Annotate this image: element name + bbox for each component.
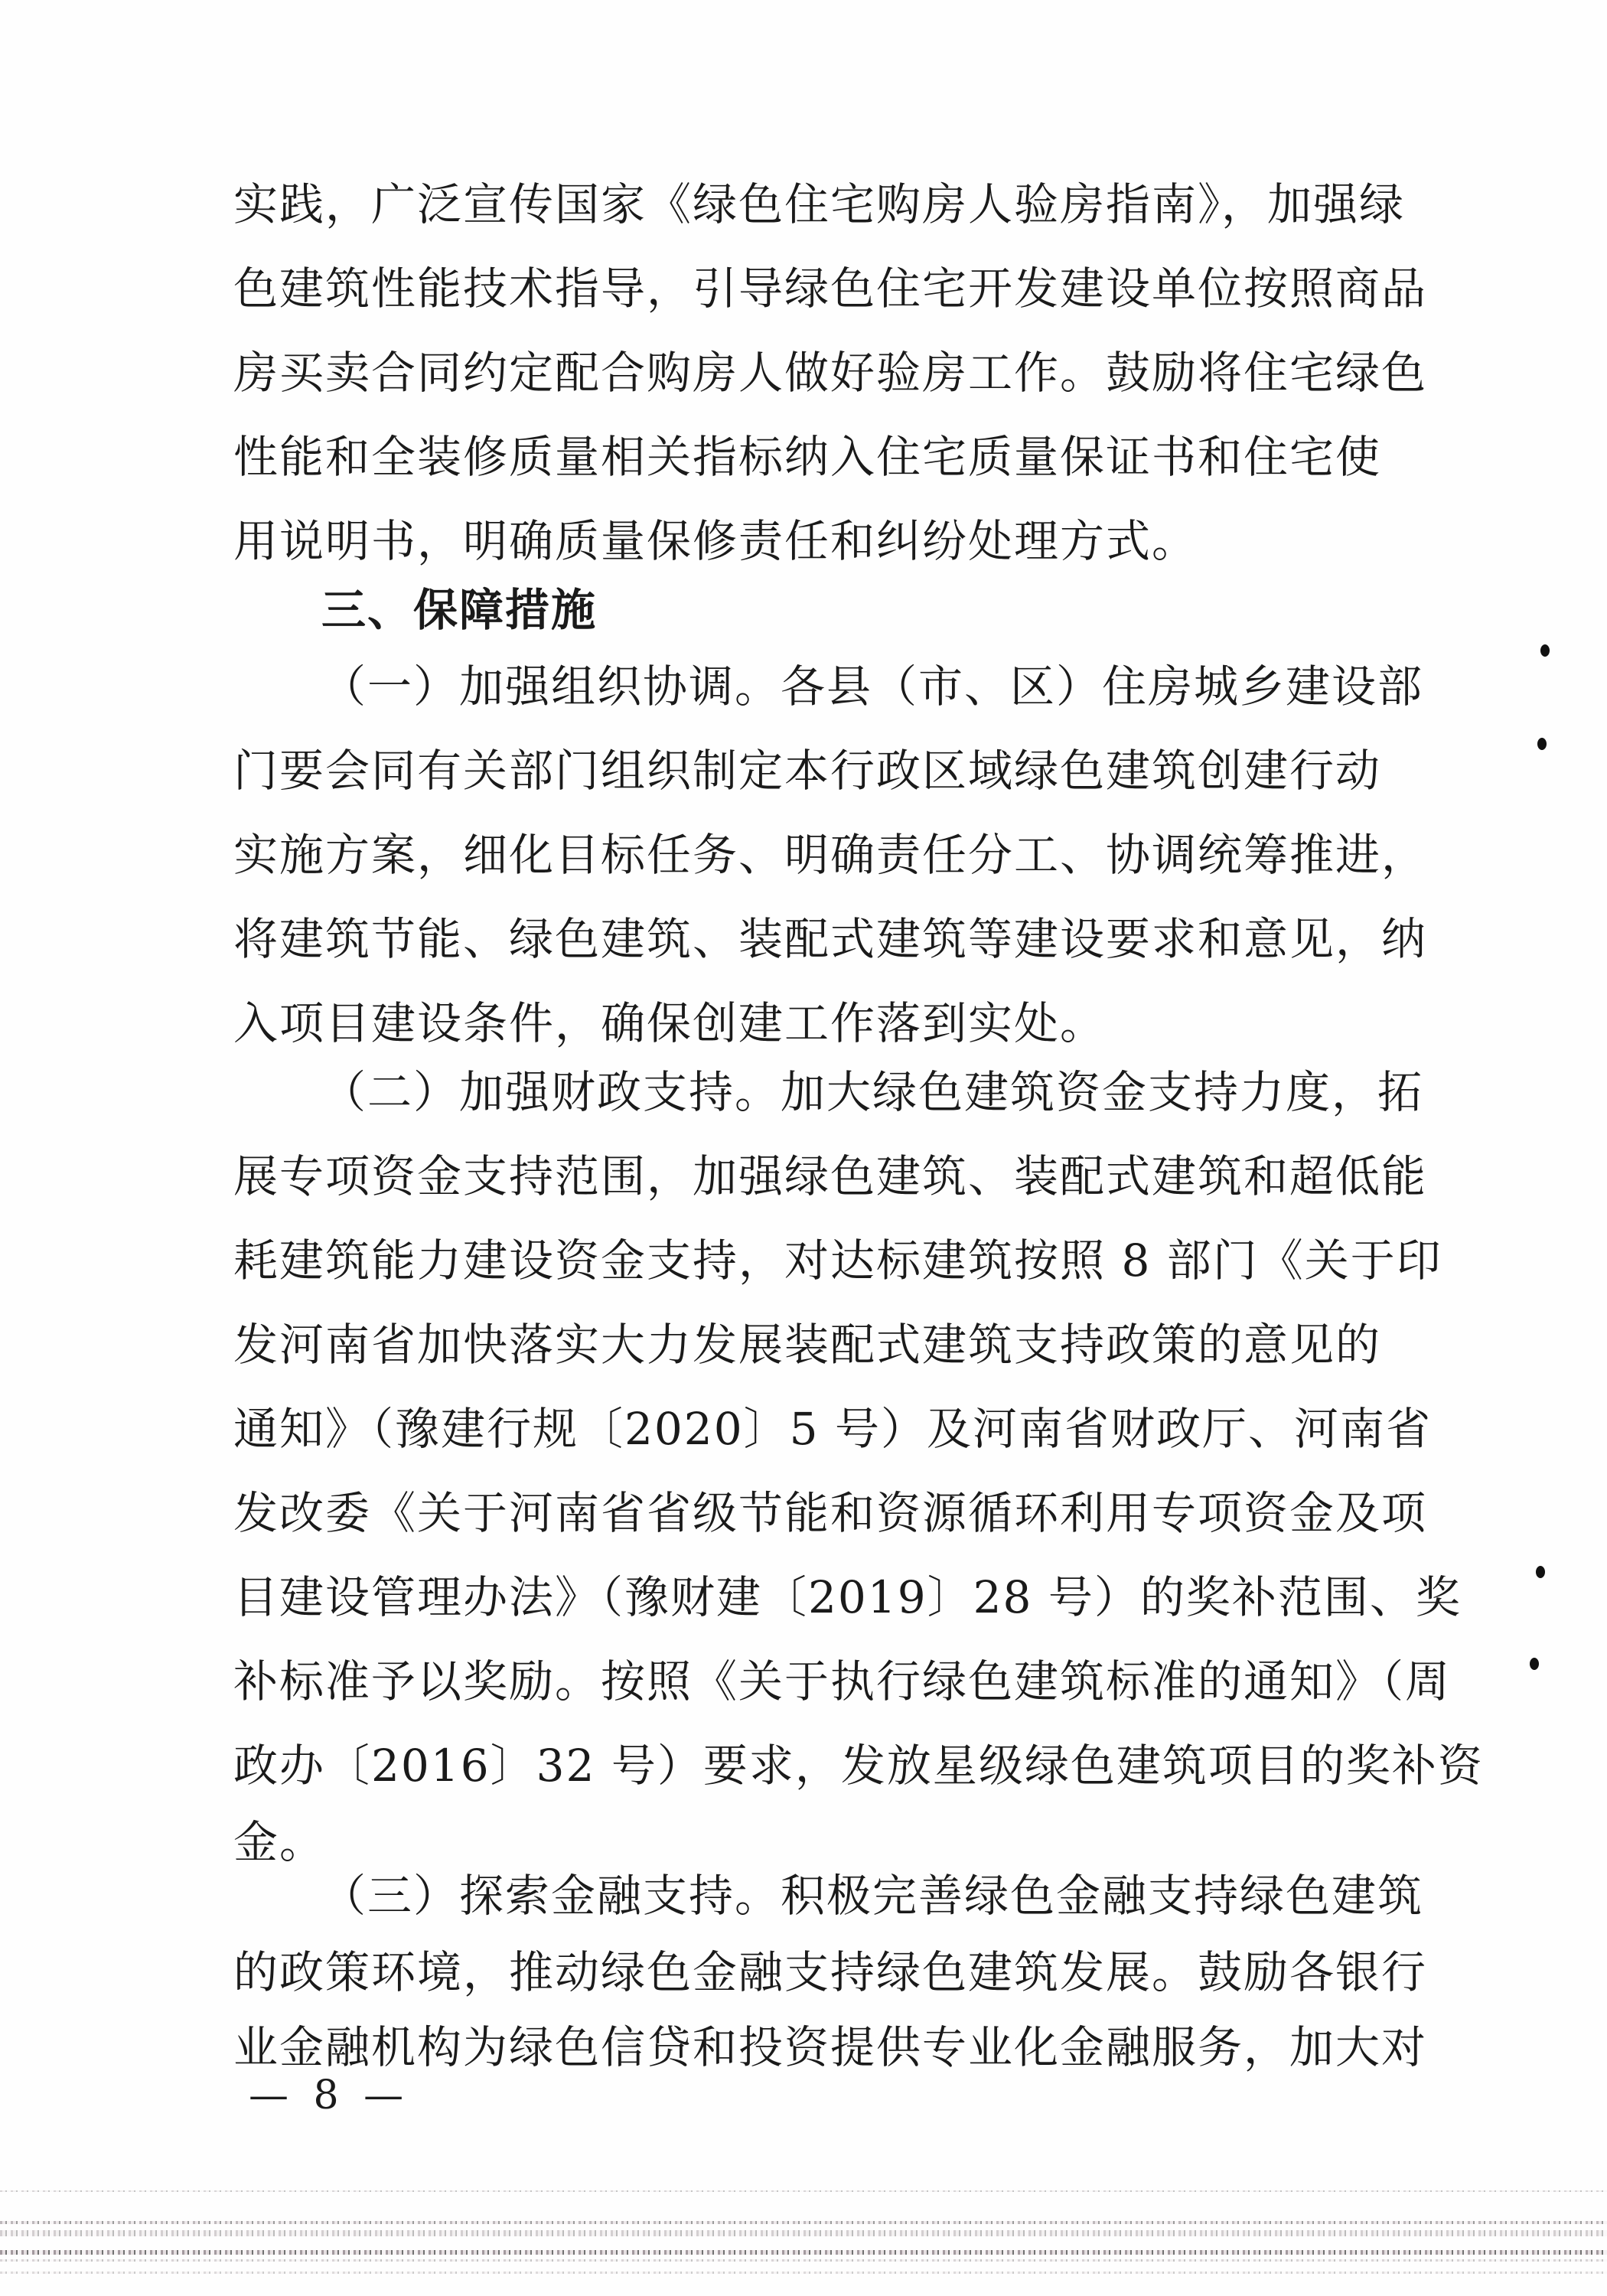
measure-2-line: 展专项资金支持范围，加强绿色建筑、装配式建筑和超低能 — [233, 1150, 1428, 1202]
measure-1-line: （一）加强组织协调。各县（市、区）住房城乡建设部 — [321, 660, 1424, 713]
binding-mark — [1540, 644, 1550, 657]
measure-2-line: （二）加强财政支持。加大绿色建筑资金支持力度，拓 — [321, 1066, 1424, 1118]
paragraph-line: 房买卖合同约定配合购房人做好验房工作。鼓励将住宅绿色 — [233, 347, 1428, 399]
page-number: — 8 — — [249, 2073, 410, 2118]
measure-1-line: 实施方案，细化目标任务、明确责任分工、协调统筹推进， — [233, 829, 1428, 881]
section-heading: 三、保障措施 — [321, 584, 598, 636]
measure-1-line: 门要会同有关部门组织制定本行政区域绿色建筑创建行动 — [233, 745, 1382, 797]
measure-2-line: 耗建筑能力建设资金支持，对达标建筑按照 8 部门《关于印 — [233, 1234, 1442, 1287]
measure-3-line: （三）探索金融支持。积极完善绿色金融支持绿色建筑 — [321, 1870, 1424, 1922]
measure-2-line: 补标准予以奖励。按照《关于执行绿色建筑标准的通知》（周 — [233, 1655, 1452, 1707]
paragraph-line: 实践，广泛宣传国家《绿色住宅购房人验房指南》，加强绿 — [233, 178, 1406, 230]
measure-2-line: 通知》（豫建行规〔2020〕5 号）及河南省财政厅、河南省 — [233, 1403, 1432, 1455]
measure-3-line: 的政策环境，推动绿色金融支持绿色建筑发展。鼓励各银行 — [233, 1946, 1428, 1998]
binding-mark — [1536, 1566, 1545, 1578]
scan-artifact — [0, 2221, 1607, 2224]
paragraph-line: 性能和全装修质量相关指标纳入住宅质量保证书和住宅使 — [233, 431, 1382, 483]
scan-artifact — [0, 2230, 1607, 2236]
measure-2-line: 政办〔2016〕32 号）要求，发放星级绿色建筑项目的奖补资 — [233, 1740, 1484, 1792]
measure-1-line: 入项目建设条件，确保创建工作落到实处。 — [233, 997, 1107, 1049]
scan-artifact — [0, 2190, 1607, 2192]
scan-artifact — [0, 2250, 1607, 2255]
measure-2-line: 金。 — [233, 1816, 326, 1868]
paragraph-line: 用说明书，明确质量保修责任和纠纷处理方式。 — [233, 515, 1198, 567]
measure-2-line: 发改委《关于河南省省级节能和资源循环利用专项资金及项 — [233, 1487, 1428, 1539]
scan-artifact — [0, 2259, 1607, 2262]
paragraph-line: 色建筑性能技术指导，引导绿色住宅开发建设单位按照商品 — [233, 263, 1428, 315]
measure-2-line: 目建设管理办法》（豫财建〔2019〕28 号）的奖补范围、奖 — [233, 1571, 1462, 1623]
binding-mark — [1530, 1658, 1539, 1670]
measure-2-line: 发河南省加快落实大力发展装配式建筑支持政策的意见的 — [233, 1319, 1382, 1371]
measure-3-line: 业金融机构为绿色信贷和投资提供专业化金融服务，加大对 — [233, 2021, 1428, 2073]
scan-artifact — [0, 2272, 1607, 2274]
binding-mark — [1537, 738, 1547, 750]
measure-1-line: 将建筑节能、绿色建筑、装配式建筑等建设要求和意见，纳 — [233, 913, 1428, 965]
